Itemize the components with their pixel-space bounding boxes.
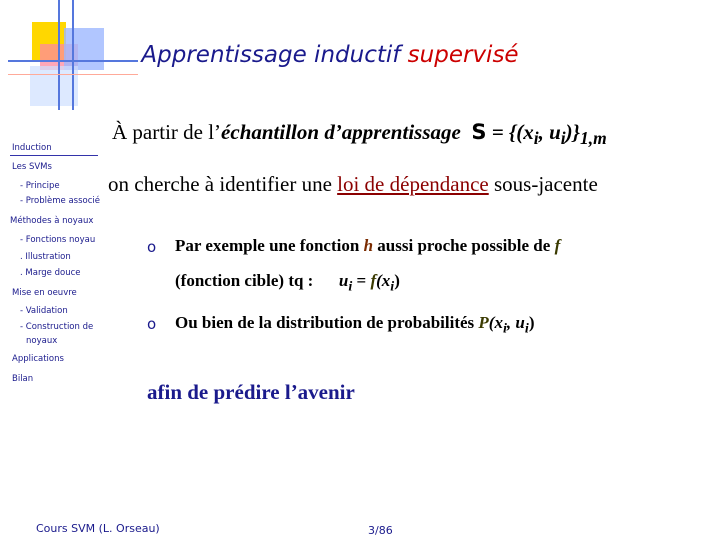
b2-sub-i: i xyxy=(502,320,507,337)
title-main: Apprentissage inductif xyxy=(141,42,408,68)
b1b-close: ) xyxy=(394,271,400,290)
page-number: 3/86 xyxy=(368,524,393,537)
b2-P: P xyxy=(478,313,489,332)
nav-item-induction: Induction xyxy=(12,143,52,153)
nav-item-methodes-noyaux: Méthodes à noyaux xyxy=(10,216,94,226)
b1b-f: f xyxy=(370,271,377,290)
b1-text: Par exemple une fonction xyxy=(175,236,364,255)
nav-item-validation: - Validation xyxy=(20,306,68,316)
nav-item-fonctions-noyau: - Fonctions noyau xyxy=(20,235,96,245)
b2-u: , u xyxy=(506,313,525,332)
bullet-1-cont xyxy=(175,271,400,295)
b2-x: (x xyxy=(488,313,503,332)
decor-hline-2 xyxy=(8,74,138,75)
b1b-sub-i: i xyxy=(348,278,353,295)
b2-text2: de la distribution de probabilités xyxy=(237,313,479,332)
b1b-u: u xyxy=(338,271,349,290)
sub-i: i xyxy=(560,128,566,149)
sub-1m: 1,m xyxy=(579,128,607,149)
bullet-marker-2: o xyxy=(147,315,157,333)
b1b-x: (x xyxy=(376,271,391,290)
nav-separator xyxy=(10,155,98,156)
echantillon-term: échantillon d’apprentissage xyxy=(221,120,461,144)
sample-eq: = {(x xyxy=(486,120,534,144)
conclusion-line: afin de prédire l’avenir xyxy=(147,380,355,404)
nav-item-illustration: . Illustration xyxy=(20,252,71,262)
b1-h: h xyxy=(363,236,374,255)
title-accent: supervisé xyxy=(407,42,519,68)
loi-dependance: loi de dépendance xyxy=(337,172,489,196)
nav-item-bilan: Bilan xyxy=(12,374,34,384)
b1-text2: aussi proche possible de xyxy=(373,236,555,255)
sample-close: )} xyxy=(565,120,580,144)
intro-line xyxy=(112,120,607,149)
b2-close: ) xyxy=(528,313,535,332)
b2-text: Ou bien xyxy=(175,313,238,332)
sample-symbol: S xyxy=(471,120,487,144)
nav-item-probleme: - Problème associé xyxy=(20,196,100,206)
nav-item-noyaux: noyaux xyxy=(26,336,58,346)
slide-title xyxy=(0,42,660,68)
footer-course: Cours SVM (L. Orseau) xyxy=(36,522,160,535)
sub-i: i xyxy=(533,128,539,149)
nav-item-construction: - Construction de xyxy=(20,322,94,332)
decor-lightblue-block xyxy=(30,66,78,106)
bullet-1 xyxy=(175,236,560,256)
b1b-eq: = xyxy=(352,271,371,290)
nav-item-principe: - Principe xyxy=(20,181,60,191)
nav-item-svms: Les SVMs xyxy=(12,162,52,172)
bullet-marker-1: o xyxy=(147,238,157,256)
objective-text: on cherche à identifier une xyxy=(108,172,338,196)
nav-item-applications: Applications xyxy=(12,354,64,364)
b1b-sub-i2: i xyxy=(390,278,395,295)
objective-line xyxy=(108,172,598,197)
b1-f: f xyxy=(554,236,561,255)
b2-sub-i2: i xyxy=(524,320,529,337)
nav-item-mise-en-oeuvre: Mise en oeuvre xyxy=(12,288,77,298)
intro-text: À partir de l’ xyxy=(112,120,222,144)
nav-item-marge-douce: . Marge douce xyxy=(20,268,81,278)
b1b-text: (fonction cible) tq : xyxy=(175,271,314,290)
objective-tail: sous-jacente xyxy=(488,172,598,196)
sample-comma: , u xyxy=(538,120,561,144)
bullet-2 xyxy=(175,313,534,337)
